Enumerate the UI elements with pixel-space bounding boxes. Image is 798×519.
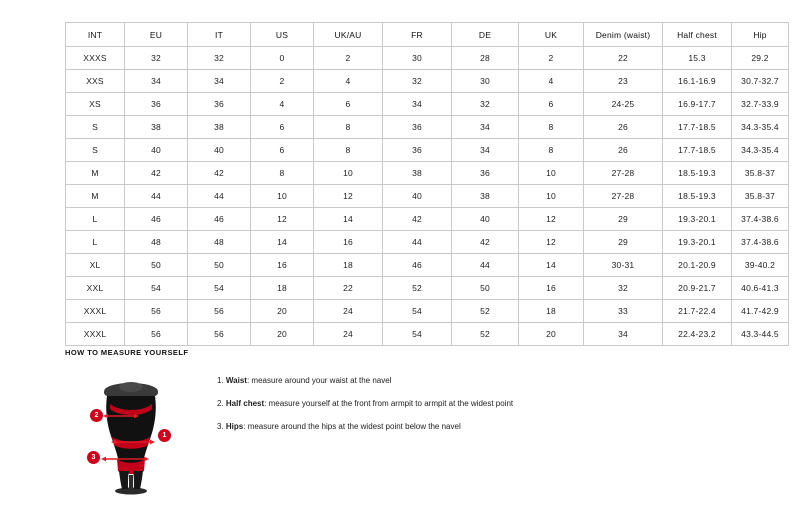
cell-denim-waist: 26	[584, 139, 663, 162]
cell-hip: 43.3-44.5	[732, 323, 789, 346]
cell-de: 40	[452, 208, 519, 231]
cell-de: 34	[452, 139, 519, 162]
instruction-text-hips: : measure around the hips at the widest point below the navel	[243, 421, 461, 431]
table-row	[66, 70, 789, 93]
column-header-uk-au: UK/AU	[314, 23, 383, 47]
cell-it: 40	[188, 139, 251, 162]
cell-uk: 16	[519, 277, 584, 300]
callout-dot-1: 1	[158, 429, 171, 442]
column-header-us: US	[251, 23, 314, 47]
cell-denim-waist: 24-25	[584, 93, 663, 116]
table-row	[66, 185, 789, 208]
cell-int: XS	[66, 93, 125, 116]
cell-uk: 18	[519, 300, 584, 323]
cell-eu: 40	[125, 139, 188, 162]
cell-us: 6	[251, 116, 314, 139]
cell-it: 44	[188, 185, 251, 208]
cell-us: 6	[251, 139, 314, 162]
callout-dot-3: 3	[87, 451, 100, 464]
cell-half-chest: 19.3-20.1	[663, 231, 732, 254]
cell-int: S	[66, 139, 125, 162]
cell-uk-au: 6	[314, 93, 383, 116]
cell-int: XXXS	[66, 47, 125, 70]
cell-denim-waist: 32	[584, 277, 663, 300]
cell-half-chest: 20.1-20.9	[663, 254, 732, 277]
cell-uk-au: 2	[314, 47, 383, 70]
cell-it: 38	[188, 116, 251, 139]
cell-de: 42	[452, 231, 519, 254]
column-header-int: INT	[66, 23, 125, 47]
cell-half-chest: 15.3	[663, 47, 732, 70]
cell-de: 36	[452, 162, 519, 185]
cell-fr: 46	[383, 254, 452, 277]
cell-eu: 44	[125, 185, 188, 208]
cell-fr: 54	[383, 323, 452, 346]
cell-int: M	[66, 162, 125, 185]
cell-half-chest: 21.7-22.4	[663, 300, 732, 323]
cell-fr: 42	[383, 208, 452, 231]
instruction-number-2: 2.	[217, 398, 224, 408]
column-header-uk: UK	[519, 23, 584, 47]
how-to-measure-title: HOW TO MEASURE YOURSELF	[65, 348, 189, 357]
table-row	[66, 162, 789, 185]
cell-uk: 12	[519, 231, 584, 254]
cell-int: L	[66, 208, 125, 231]
measure-instruction-waist	[217, 377, 513, 386]
cell-hip: 40.6-41.3	[732, 277, 789, 300]
cell-uk: 6	[519, 93, 584, 116]
cell-fr: 54	[383, 300, 452, 323]
cell-denim-waist: 33	[584, 300, 663, 323]
cell-eu: 34	[125, 70, 188, 93]
cell-de: 30	[452, 70, 519, 93]
instruction-text-waist: : measure around your waist at the navel	[246, 376, 392, 385]
cell-us: 16	[251, 254, 314, 277]
table-header-row	[66, 23, 789, 47]
instruction-text-half-chest: : measure yourself at the front from armpit to armpit at the widest point	[264, 398, 514, 408]
measure-instructions-list	[217, 367, 513, 445]
cell-eu: 56	[125, 323, 188, 346]
cell-it: 50	[188, 254, 251, 277]
cell-denim-waist: 26	[584, 116, 663, 139]
cell-int: XXXL	[66, 300, 125, 323]
cell-uk: 8	[519, 139, 584, 162]
cell-de: 52	[452, 323, 519, 346]
cell-int: S	[66, 116, 125, 139]
cell-uk-au: 10	[314, 162, 383, 185]
cell-uk-au: 16	[314, 231, 383, 254]
cell-hip: 30.7-32.7	[732, 70, 789, 93]
cell-uk: 2	[519, 47, 584, 70]
cell-denim-waist: 29	[584, 231, 663, 254]
cell-uk: 14	[519, 254, 584, 277]
cell-de: 38	[452, 185, 519, 208]
table-row	[66, 231, 789, 254]
cell-uk-au: 14	[314, 208, 383, 231]
table-row	[66, 93, 789, 116]
cell-denim-waist: 27-28	[584, 162, 663, 185]
size-table-container	[65, 22, 779, 346]
cell-denim-waist: 23	[584, 70, 663, 93]
cell-hip: 29.2	[732, 47, 789, 70]
cell-it: 56	[188, 300, 251, 323]
cell-it: 36	[188, 93, 251, 116]
cell-it: 42	[188, 162, 251, 185]
cell-fr: 38	[383, 162, 452, 185]
table-row	[66, 208, 789, 231]
cell-us: 14	[251, 231, 314, 254]
cell-hip: 34.3-35.4	[732, 116, 789, 139]
cell-us: 0	[251, 47, 314, 70]
cell-it: 54	[188, 277, 251, 300]
instruction-number-1: 1.	[217, 376, 224, 385]
cell-uk: 12	[519, 208, 584, 231]
instruction-number-3: 3.	[217, 421, 224, 431]
callout-dot-2: 2	[90, 409, 103, 422]
cell-int: L	[66, 231, 125, 254]
cell-us: 8	[251, 162, 314, 185]
cell-uk: 10	[519, 162, 584, 185]
mannequin-svg	[65, 367, 195, 497]
column-header-eu: EU	[125, 23, 188, 47]
instruction-term-waist: Waist	[225, 376, 247, 385]
cell-uk: 20	[519, 323, 584, 346]
table-row	[66, 116, 789, 139]
cell-half-chest: 18.5-19.3	[663, 185, 732, 208]
cell-us: 18	[251, 277, 314, 300]
cell-fr: 30	[383, 47, 452, 70]
cell-us: 20	[251, 323, 314, 346]
cell-int: XXXL	[66, 323, 125, 346]
cell-eu: 46	[125, 208, 188, 231]
measure-instruction-hips	[217, 423, 513, 432]
measure-instruction-half-chest	[217, 400, 513, 409]
cell-int: XL	[66, 254, 125, 277]
table-row	[66, 47, 789, 70]
cell-it: 34	[188, 70, 251, 93]
cell-hip: 32.7-33.9	[732, 93, 789, 116]
cell-fr: 36	[383, 116, 452, 139]
cell-uk-au: 8	[314, 139, 383, 162]
cell-hip: 37.4-38.6	[732, 231, 789, 254]
cell-us: 2	[251, 70, 314, 93]
cell-eu: 54	[125, 277, 188, 300]
size-conversion-table	[65, 22, 789, 346]
cell-denim-waist: 30-31	[584, 254, 663, 277]
table-body	[66, 47, 789, 346]
mannequin-illustration	[65, 367, 195, 497]
cell-de: 34	[452, 116, 519, 139]
cell-uk: 10	[519, 185, 584, 208]
cell-de: 52	[452, 300, 519, 323]
cell-hip: 39-40.2	[732, 254, 789, 277]
cell-denim-waist: 22	[584, 47, 663, 70]
cell-eu: 36	[125, 93, 188, 116]
cell-uk-au: 24	[314, 323, 383, 346]
how-to-measure-body	[65, 367, 745, 497]
cell-it: 32	[188, 47, 251, 70]
cell-half-chest: 22.4-23.2	[663, 323, 732, 346]
cell-eu: 48	[125, 231, 188, 254]
cell-hip: 34.3-35.4	[732, 139, 789, 162]
cell-us: 4	[251, 93, 314, 116]
cell-de: 50	[452, 277, 519, 300]
cell-eu: 50	[125, 254, 188, 277]
cell-hip: 37.4-38.6	[732, 208, 789, 231]
cell-fr: 40	[383, 185, 452, 208]
table-row	[66, 254, 789, 277]
cell-de: 44	[452, 254, 519, 277]
table-row	[66, 323, 789, 346]
cell-int: XXS	[66, 70, 125, 93]
cell-fr: 36	[383, 139, 452, 162]
cell-eu: 56	[125, 300, 188, 323]
column-header-half-chest: Half chest	[663, 23, 732, 47]
cell-denim-waist: 34	[584, 323, 663, 346]
cell-hip: 35.8-37	[732, 162, 789, 185]
table-row	[66, 277, 789, 300]
cell-half-chest: 17.7-18.5	[663, 139, 732, 162]
cell-de: 28	[452, 47, 519, 70]
cell-half-chest: 18.5-19.3	[663, 162, 732, 185]
column-header-denim-waist: Denim (waist)	[584, 23, 663, 47]
cell-eu: 32	[125, 47, 188, 70]
cell-half-chest: 19.3-20.1	[663, 208, 732, 231]
cell-uk-au: 4	[314, 70, 383, 93]
cell-half-chest: 17.7-18.5	[663, 116, 732, 139]
column-header-it: IT	[188, 23, 251, 47]
cell-hip: 41.7-42.9	[732, 300, 789, 323]
column-header-hip: Hip	[732, 23, 789, 47]
table-row	[66, 139, 789, 162]
instruction-term-half-chest: Half chest	[225, 398, 265, 408]
cell-fr: 52	[383, 277, 452, 300]
cell-it: 56	[188, 323, 251, 346]
cell-uk-au: 18	[314, 254, 383, 277]
cell-hip: 35.8-37	[732, 185, 789, 208]
cell-it: 46	[188, 208, 251, 231]
cell-uk: 8	[519, 116, 584, 139]
cell-uk: 4	[519, 70, 584, 93]
table-row	[66, 300, 789, 323]
instruction-term-hips: Hips	[225, 421, 244, 431]
cell-fr: 44	[383, 231, 452, 254]
cell-denim-waist: 27-28	[584, 185, 663, 208]
cell-int: XXL	[66, 277, 125, 300]
cell-int: M	[66, 185, 125, 208]
cell-half-chest: 20.9-21.7	[663, 277, 732, 300]
cell-uk-au: 24	[314, 300, 383, 323]
cell-us: 20	[251, 300, 314, 323]
cell-uk-au: 22	[314, 277, 383, 300]
cell-us: 10	[251, 185, 314, 208]
cell-denim-waist: 29	[584, 208, 663, 231]
cell-eu: 38	[125, 116, 188, 139]
cell-eu: 42	[125, 162, 188, 185]
cell-fr: 34	[383, 93, 452, 116]
cell-half-chest: 16.9-17.7	[663, 93, 732, 116]
column-header-fr: FR	[383, 23, 452, 47]
cell-de: 32	[452, 93, 519, 116]
cell-uk-au: 8	[314, 116, 383, 139]
cell-fr: 32	[383, 70, 452, 93]
cell-it: 48	[188, 231, 251, 254]
cell-us: 12	[251, 208, 314, 231]
cell-half-chest: 16.1-16.9	[663, 70, 732, 93]
column-header-de: DE	[452, 23, 519, 47]
cell-uk-au: 12	[314, 185, 383, 208]
how-to-measure-section	[65, 348, 745, 497]
